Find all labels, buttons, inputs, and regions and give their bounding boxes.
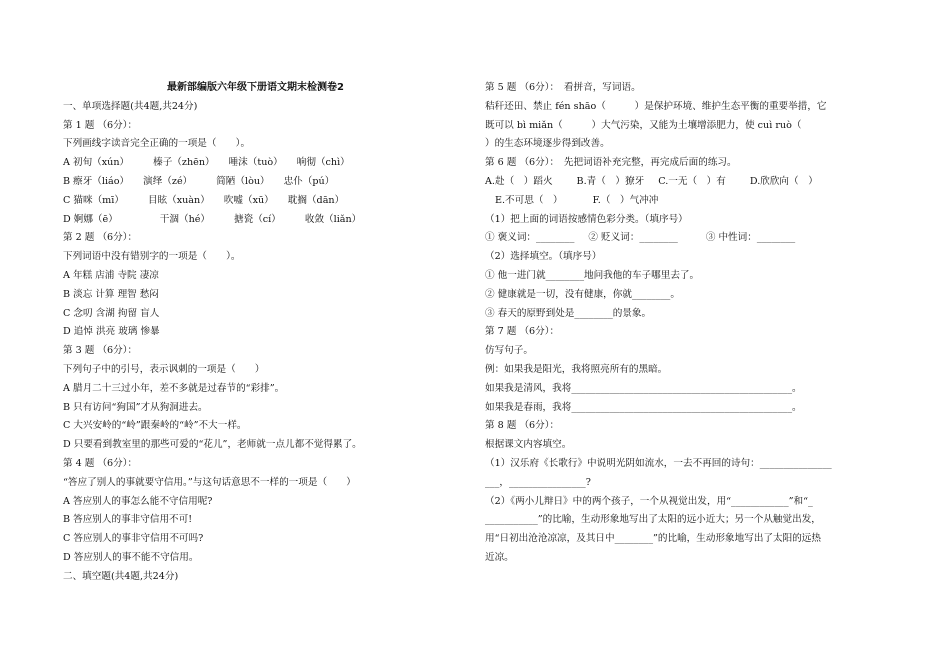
q8-part-2-line-4: 近凉。 bbox=[485, 551, 514, 563]
q2-option-c: C 念叨 含湖 拘留 盲人 bbox=[63, 307, 160, 319]
q6-opt-a: A.赴（ ）蹈火 bbox=[485, 175, 553, 187]
q1-d-3: 搪瓷（cí） bbox=[234, 213, 281, 225]
q6-class-negative: ② 贬义词：________ bbox=[588, 232, 678, 244]
q4-option-b: B 答应别人的事非守信用不可! bbox=[63, 514, 193, 526]
q3-stem: 下列句子中的引号，表示讽刺的一项是（ ） bbox=[63, 363, 265, 375]
q6-options-row-1 bbox=[485, 173, 885, 192]
q3-option-a: A 腊月二十三过小年，差不多就是过春节的“彩排”。 bbox=[63, 382, 285, 394]
q4-option-d: D 答应别人的事不能不守信用。 bbox=[63, 551, 199, 563]
q2-option-a: A 年糕 店浦 寺院 凄凉 bbox=[63, 269, 159, 281]
q8-part-1-line-2: ___，________________? bbox=[485, 476, 591, 488]
q4-option-c: C 答应别人的事非守信用不可吗? bbox=[63, 533, 204, 545]
q8-part-2-line-1: （2）《两小儿辩日》中的两个孩子，一个从视觉出发，用“____________”和“_ bbox=[485, 495, 813, 507]
q1-c-1: C 猫咪（mī） bbox=[63, 194, 124, 206]
q7-line-2: 如果我是春雨，我将______________________________________________。 bbox=[485, 401, 802, 413]
q8-part-2-line-3: 用“日初出沧沧凉凉，及其日中________”的比喻，生动形象地写出了太阳的远热 bbox=[485, 533, 821, 545]
section-1-heading: 一、单项选择题(共4题,共24分) bbox=[63, 100, 198, 112]
q1-a-2: 榛子（zhēn） bbox=[153, 157, 215, 169]
exam-title: 最新部编版六年级下册语文期末检测卷2 bbox=[167, 82, 344, 93]
q6-classification bbox=[485, 229, 885, 248]
q1-a-3: 唾沫（tuò） bbox=[228, 157, 283, 169]
q1-b-1: B 瘵牙（liáo） bbox=[63, 175, 130, 187]
q2-heading: 第 2 题 （6分）： bbox=[63, 232, 138, 244]
q6-opt-e: E.不可思（ ） bbox=[495, 194, 563, 206]
q5-line-3: ）的生态环境逐步得到改善。 bbox=[485, 138, 610, 150]
q6-fill-3: ③ 春天的原野到处是________的景象。 bbox=[485, 307, 652, 319]
q6-fill-1: ① 他一进门就________地问我他的车子哪里去了。 bbox=[485, 269, 700, 281]
section-2-heading: 二、填空题(共4题,共24分) bbox=[63, 570, 179, 582]
q8-part-2-line-2: ___________”的比喻，生动形象地写出了太阳的远小近大；另一个从触觉出发， bbox=[485, 514, 821, 526]
q6-heading: 第 6 题 （6分）： 先把词语补充完整，再完成后面的练习。 bbox=[485, 157, 737, 169]
right-column bbox=[485, 79, 885, 568]
q1-d-4: 收敛（liǎn） bbox=[304, 213, 362, 225]
q1-c-3: 吹嘘（xū） bbox=[223, 194, 274, 206]
q2-option-b: B 淡忘 计算 理智 愁闷 bbox=[63, 288, 159, 300]
q1-option-b bbox=[63, 173, 448, 192]
q6-part-2: （2）选择填空。（填序号） bbox=[485, 251, 602, 263]
q4-option-a: A 答应别人的事怎么能不守信用呢? bbox=[63, 495, 213, 507]
q1-c-2: 目眩（xuàn） bbox=[147, 194, 210, 206]
q6-opt-f: F.（ ）气冲冲 bbox=[592, 194, 659, 206]
q1-d-2: 干涸（hé） bbox=[159, 213, 211, 225]
q6-options-row-2 bbox=[485, 192, 885, 211]
q7-example: 例：如果我是阳光，我将照亮所有的黑暗。 bbox=[485, 363, 668, 375]
q6-opt-c: C.一无（ ）有 bbox=[658, 175, 726, 187]
q1-option-c bbox=[63, 192, 448, 211]
q3-option-d: D 只要看到教室里的那些可爱的“花儿”，老师就一点儿都不觉得累了。 bbox=[63, 439, 362, 451]
q4-heading: 第 4 题 （6分）： bbox=[63, 457, 138, 469]
q6-opt-d: D.欣欣向（ ） bbox=[749, 175, 818, 187]
q7-stem: 仿写句子。 bbox=[485, 345, 533, 357]
q2-option-d: D 追悼 洪亮 玻璃 惨暴 bbox=[63, 326, 160, 338]
q1-c-4: 耽搁（dān） bbox=[287, 194, 345, 206]
q1-option-a bbox=[63, 154, 448, 173]
left-column bbox=[63, 79, 448, 587]
q1-stem: 下列画线字读音完全正确的一项是（ ）。 bbox=[63, 138, 251, 150]
q6-class-neutral: ③ 中性词：________ bbox=[705, 232, 796, 244]
q1-option-d bbox=[63, 211, 448, 230]
q6-class-positive: ① 褒义词：________ bbox=[485, 232, 575, 244]
q3-heading: 第 3 题 （6分）： bbox=[63, 345, 138, 357]
q3-option-b: B 只有访问“狗国”才从狗洞进去。 bbox=[63, 401, 208, 413]
q5-line-1: 秸秆还田、禁止 fén shāo（ ）是保护环境、维护生态平衡的重要举措，它 bbox=[485, 100, 827, 112]
q5-line-2: 既可以 bì miǎn（ ）大气污染，又能为土壤增添肥力，使 cuì ruò（ bbox=[485, 119, 802, 131]
q1-d-1: D 婀娜（ē） bbox=[63, 213, 118, 225]
q5-heading: 第 5 题 （6分）： 看拼音，写词语。 bbox=[485, 82, 641, 93]
q8-part-1-line-1: （1）汉乐府《长歌行》中说明光阴如流水，一去不再回的诗句：_______________ bbox=[485, 457, 832, 469]
q1-a-1: A 初旬（xún） bbox=[63, 157, 130, 169]
q4-stem: “答应了别人的事就要守信用。”与这句话意思不一样的一项是（ ） bbox=[63, 476, 356, 488]
q7-heading: 第 7 题 （6分）： bbox=[485, 326, 560, 338]
q1-a-4: 响彻（chì） bbox=[296, 157, 350, 169]
q6-part-1: （1）把上面的词语按感情色彩分类。（填序号） bbox=[485, 213, 688, 225]
q2-stem: 下列词语中没有错别字的一项是（ ）。 bbox=[63, 251, 241, 263]
q1-heading: 第 1 题 （6分）： bbox=[63, 119, 138, 131]
q1-b-3: 简陋（lòu） bbox=[216, 175, 270, 187]
q8-stem: 根据课文内容填空。 bbox=[485, 439, 572, 451]
q1-b-2: 演绎（zé） bbox=[143, 175, 193, 187]
q1-b-4: 忠仆（pú） bbox=[283, 175, 335, 187]
q6-fill-2: ② 健康就是一切，没有健康，你就________。 bbox=[485, 288, 680, 300]
q3-option-c: C 大兴安岭的“岭”跟秦岭的“岭”不大一样。 bbox=[63, 420, 247, 432]
q6-opt-b: B.青（ ）獠牙 bbox=[576, 175, 645, 187]
q7-line-1: 如果我是清风，我将______________________________________________。 bbox=[485, 382, 802, 394]
q8-heading: 第 8 题 （6分）： bbox=[485, 420, 560, 432]
